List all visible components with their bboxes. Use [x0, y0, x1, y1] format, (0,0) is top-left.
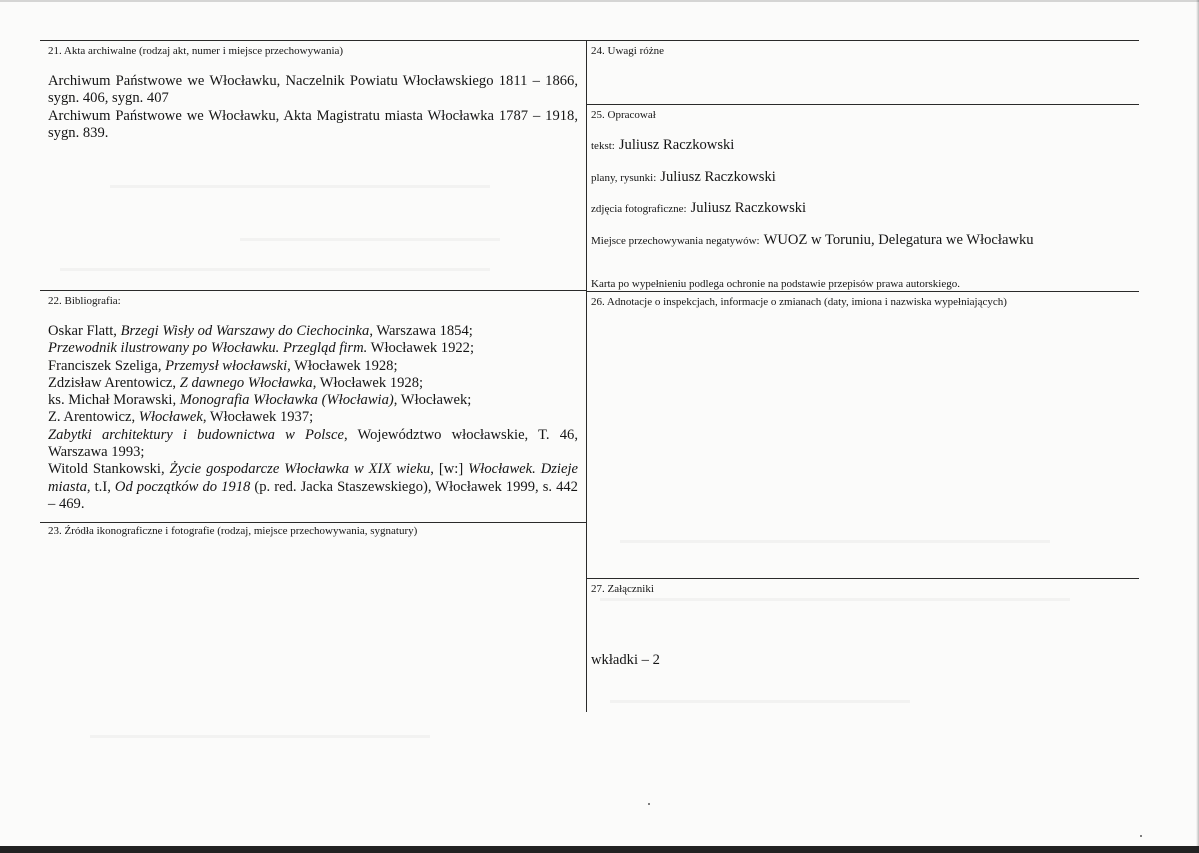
bibliography-entry: Witold Stankowski, Życie gospodarcze Włocławka w XIX wieku, [w:] Włocławek. Dzieje miasta, t.I, Od początków do 1918 (p. red. Jacka Staszewskiego), Włocławek 1999, s. 442 – 469. — [48, 461, 578, 512]
negatives-location-row — [591, 231, 1034, 250]
bibliography-entry: Zabytki architektury i budownictwa w Polsce, Województwo włocławskie, T. 46, Warszawa 1993; — [48, 426, 578, 461]
author-text-value: Juliusz Raczkowski — [618, 137, 735, 153]
bibliography-list — [48, 323, 578, 513]
author-photos-value: Juliusz Raczkowski — [690, 200, 807, 216]
attachments-value: wkładki – 2 — [591, 652, 660, 668]
section-23-label: 23. Źródła ikonograficzne i fotografie (rodzaj, miejsce przechowywania, sygnatury) — [48, 525, 418, 537]
author-text-row — [591, 136, 734, 155]
section-26-label: 26. Adnotacje o inspekcjach, informacje o zmianach (daty, imiona i nazwiska wypełniających) — [591, 296, 1007, 308]
rule-column-divider — [586, 40, 587, 712]
rule-right-26-top — [586, 291, 1139, 292]
archive-entry: Archiwum Państwowe we Włocławku, Akta Magistratu miasta Włocławka 1787 – 1918, sygn. 839. — [48, 107, 578, 141]
negatives-location-value: WUOZ w Toruniu, Delegatura we Włocławku — [763, 232, 1034, 248]
rule-25-top — [586, 104, 1139, 105]
scan-bottom-edge — [0, 846, 1199, 853]
bibliography-entry: Oskar Flatt, Brzegi Wisły od Warszawy do Ciechocinka, Warszawa 1854; — [48, 323, 473, 339]
section-27-label: 27. Załączniki — [591, 583, 654, 595]
bibliography-entry: Przewodnik ilustrowany po Włocławku. Przegląd firm. Włocławek 1922; — [48, 340, 475, 357]
rule-left-22-top — [40, 290, 586, 291]
bibliography-entry: ks. Michał Morawski, Monografia Włocławka (Włocławia), Włocławek; — [48, 392, 472, 409]
bibliography-entry: Z. Arentowicz, Włocławek, Włocławek 1937; — [48, 409, 314, 426]
rule-27-top — [586, 578, 1139, 579]
section-21-label: 21. Akta archiwalne (rodzaj akt, numer i miejsce przechowywania) — [48, 45, 344, 57]
bibliography-entry: Franciszek Szeliga, Przemysł włocławski, Włocławek 1928; — [48, 357, 398, 374]
section-25-label: 25. Opracował — [591, 109, 656, 121]
author-text-label: tekst: — [591, 140, 615, 152]
scan-speck — [648, 803, 650, 805]
section-24-label: 24. Uwagi różne — [591, 45, 665, 57]
section-22-label: 22. Bibliografia: — [48, 295, 121, 307]
author-photos-label: zdjęcia fotograficzne: — [591, 203, 687, 215]
scan-speck — [1140, 835, 1142, 837]
negatives-location-label: Miejsce przechowywania negatywów: — [591, 235, 760, 247]
copyright-note: Karta po wypełnieniu podlega ochronie na podstawie przepisów prawa autorskiego. — [591, 278, 960, 290]
archive-entry: Archiwum Państwowe we Włocławku, Naczelnik Powiatu Włocławskiego 1811 – 1866, sygn. 406, sygn. 407 — [48, 73, 578, 107]
author-photos-row — [591, 199, 806, 218]
scan-top-edge — [0, 0, 1199, 2]
author-plans-row — [591, 168, 776, 187]
author-plans-label: plany, rysunki: — [591, 172, 657, 184]
author-plans-value: Juliusz Raczkowski — [660, 169, 776, 185]
rule-top — [40, 40, 1139, 41]
rule-23-top — [40, 522, 586, 523]
section-21-content — [48, 73, 578, 142]
bibliography-entry: Zdzisław Arentowicz, Z dawnego Włocławka, Włocławek 1928; — [48, 374, 424, 391]
